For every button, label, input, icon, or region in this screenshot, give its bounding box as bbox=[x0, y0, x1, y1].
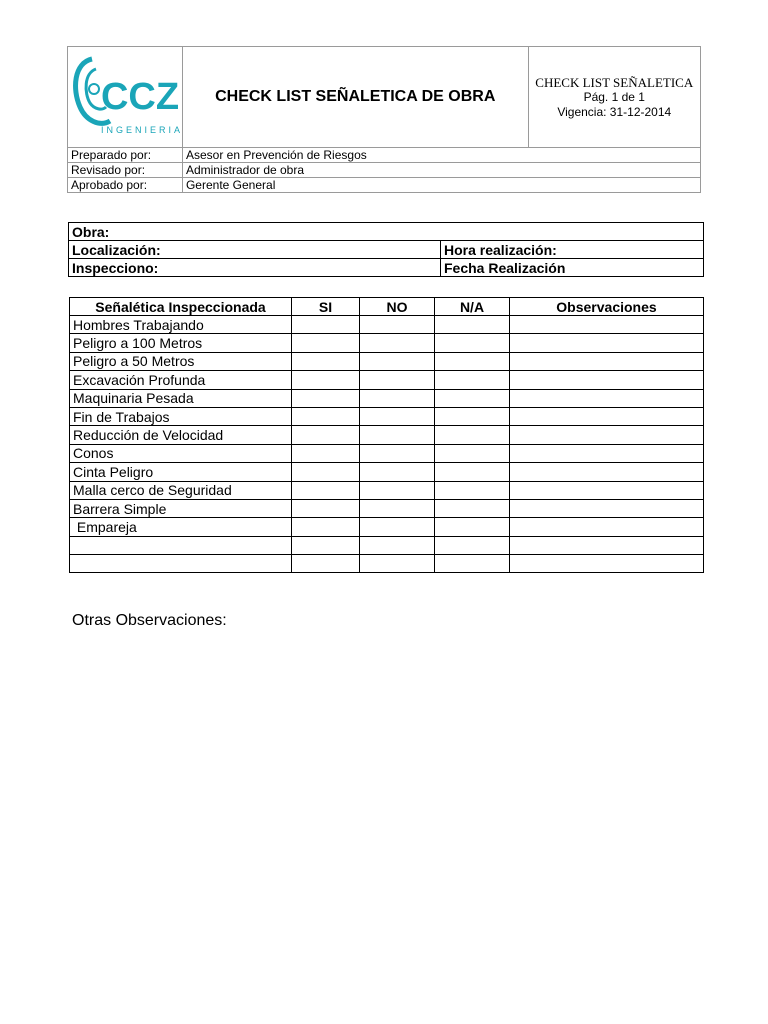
table-row bbox=[70, 444, 704, 462]
observaciones-cell[interactable] bbox=[510, 426, 704, 444]
signage-item: Peligro a 50 Metros bbox=[70, 352, 292, 370]
no-cell[interactable] bbox=[360, 481, 435, 499]
signage-checklist bbox=[69, 297, 704, 573]
no-cell[interactable] bbox=[360, 463, 435, 481]
signage-item: Fin de Trabajos bbox=[70, 407, 292, 425]
table-row bbox=[70, 463, 704, 481]
vigencia-date: Vigencia: 31-12-2014 bbox=[557, 104, 672, 119]
table-row bbox=[70, 426, 704, 444]
logo-text: CCZ bbox=[100, 75, 180, 118]
si-cell[interactable] bbox=[292, 426, 360, 444]
signage-item: Empareja bbox=[70, 518, 292, 536]
document-meta bbox=[528, 47, 700, 148]
inspection-info bbox=[68, 222, 704, 277]
si-cell[interactable] bbox=[292, 463, 360, 481]
no-cell[interactable] bbox=[360, 334, 435, 352]
signage-item: Barrera Simple bbox=[70, 499, 292, 517]
na-cell[interactable] bbox=[435, 352, 510, 370]
col-header-observaciones: Observaciones bbox=[510, 298, 704, 316]
no-cell[interactable] bbox=[360, 316, 435, 334]
table-row bbox=[70, 389, 704, 407]
table-row bbox=[70, 536, 704, 554]
signage-item bbox=[70, 536, 292, 554]
signage-item: Excavación Profunda bbox=[70, 371, 292, 389]
si-cell[interactable] bbox=[292, 481, 360, 499]
si-cell[interactable] bbox=[292, 499, 360, 517]
company-logo bbox=[68, 47, 183, 148]
no-cell[interactable] bbox=[360, 407, 435, 425]
table-row bbox=[70, 334, 704, 352]
fecha-field[interactable]: Fecha Realización bbox=[441, 259, 704, 277]
col-header-no: NO bbox=[360, 298, 435, 316]
observaciones-cell[interactable] bbox=[510, 352, 704, 370]
observaciones-cell[interactable] bbox=[510, 407, 704, 425]
signage-item: Reducción de Velocidad bbox=[70, 426, 292, 444]
no-cell[interactable] bbox=[360, 371, 435, 389]
na-cell[interactable] bbox=[435, 444, 510, 462]
na-cell[interactable] bbox=[435, 518, 510, 536]
table-row bbox=[70, 518, 704, 536]
na-cell[interactable] bbox=[435, 426, 510, 444]
col-header-si: SI bbox=[292, 298, 360, 316]
observaciones-cell[interactable] bbox=[510, 316, 704, 334]
signage-item: Hombres Trabajando bbox=[70, 316, 292, 334]
meta-title: CHECK LIST SEÑALETICA bbox=[535, 74, 694, 90]
na-cell[interactable] bbox=[435, 316, 510, 334]
document-title: CHECK LIST SEÑALETICA DE OBRA bbox=[182, 47, 528, 148]
na-cell[interactable] bbox=[435, 499, 510, 517]
table-row bbox=[70, 499, 704, 517]
signoff-label: Preparado por: bbox=[68, 148, 183, 163]
observaciones-cell[interactable] bbox=[510, 518, 704, 536]
no-cell[interactable] bbox=[360, 426, 435, 444]
document-header bbox=[67, 46, 701, 193]
signage-item: Maquinaria Pesada bbox=[70, 389, 292, 407]
observaciones-cell[interactable] bbox=[510, 499, 704, 517]
observaciones-cell[interactable] bbox=[510, 334, 704, 352]
hora-field[interactable]: Hora realización: bbox=[441, 241, 704, 259]
si-cell[interactable] bbox=[292, 444, 360, 462]
no-cell[interactable] bbox=[360, 555, 435, 573]
si-cell[interactable] bbox=[292, 555, 360, 573]
si-cell[interactable] bbox=[292, 334, 360, 352]
signage-item: Cinta Peligro bbox=[70, 463, 292, 481]
signage-item: Conos bbox=[70, 444, 292, 462]
na-cell[interactable] bbox=[435, 371, 510, 389]
observaciones-cell[interactable] bbox=[510, 536, 704, 554]
na-cell[interactable] bbox=[435, 389, 510, 407]
observaciones-cell[interactable] bbox=[510, 389, 704, 407]
signage-item: Malla cerco de Seguridad bbox=[70, 481, 292, 499]
si-cell[interactable] bbox=[292, 518, 360, 536]
no-cell[interactable] bbox=[360, 518, 435, 536]
signage-item bbox=[70, 555, 292, 573]
si-cell[interactable] bbox=[292, 536, 360, 554]
table-row bbox=[70, 555, 704, 573]
page-number: Pág. 1 de 1 bbox=[583, 89, 645, 104]
si-cell[interactable] bbox=[292, 389, 360, 407]
table-row bbox=[70, 481, 704, 499]
na-cell[interactable] bbox=[435, 481, 510, 499]
observaciones-cell[interactable] bbox=[510, 444, 704, 462]
na-cell[interactable] bbox=[435, 334, 510, 352]
logo-subtext: INGENIERIA bbox=[100, 124, 180, 135]
na-cell[interactable] bbox=[435, 463, 510, 481]
observaciones-cell[interactable] bbox=[510, 371, 704, 389]
table-row bbox=[70, 371, 704, 389]
na-cell[interactable] bbox=[435, 407, 510, 425]
obra-field[interactable]: Obra: bbox=[69, 223, 704, 241]
si-cell[interactable] bbox=[292, 407, 360, 425]
si-cell[interactable] bbox=[292, 352, 360, 370]
checklist-body bbox=[70, 316, 704, 573]
no-cell[interactable] bbox=[360, 499, 435, 517]
localizacion-field[interactable]: Localización: bbox=[69, 241, 441, 259]
no-cell[interactable] bbox=[360, 352, 435, 370]
col-header-senaletica: Señalética Inspeccionada bbox=[70, 298, 292, 316]
signoff-label: Revisado por: bbox=[68, 163, 183, 178]
signoff-label: Aprobado por: bbox=[68, 178, 183, 193]
otras-observaciones-label: Otras Observaciones: bbox=[72, 612, 227, 629]
observaciones-cell[interactable] bbox=[510, 481, 704, 499]
inspecciono-field[interactable]: Inspecciono: bbox=[69, 259, 441, 277]
table-row bbox=[70, 352, 704, 370]
si-cell[interactable] bbox=[292, 371, 360, 389]
signoff-value: Asesor en Prevención de Riesgos bbox=[182, 148, 700, 163]
na-cell[interactable] bbox=[435, 555, 510, 573]
na-cell[interactable] bbox=[435, 536, 510, 554]
signoff-value: Administrador de obra bbox=[182, 163, 700, 178]
no-cell[interactable] bbox=[360, 536, 435, 554]
table-row bbox=[70, 407, 704, 425]
observaciones-cell[interactable] bbox=[510, 555, 704, 573]
ccz-logo-icon bbox=[70, 49, 180, 141]
no-cell[interactable] bbox=[360, 389, 435, 407]
table-row bbox=[70, 316, 704, 334]
col-header-na: N/A bbox=[435, 298, 510, 316]
signoff-value: Gerente General bbox=[182, 178, 700, 193]
si-cell[interactable] bbox=[292, 316, 360, 334]
no-cell[interactable] bbox=[360, 444, 435, 462]
observaciones-cell[interactable] bbox=[510, 463, 704, 481]
signage-item: Peligro a 100 Metros bbox=[70, 334, 292, 352]
